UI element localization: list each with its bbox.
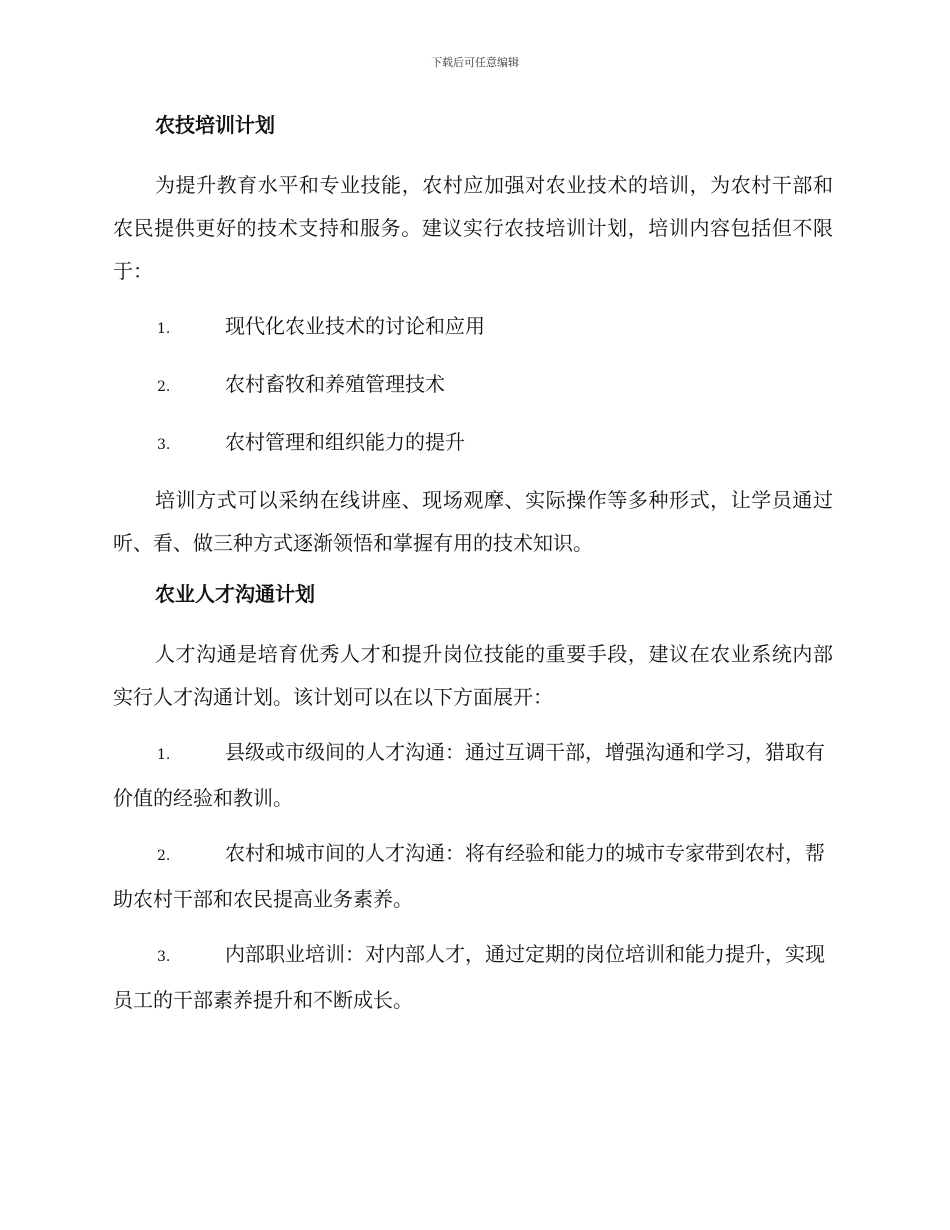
- list-item: [113, 832, 833, 921]
- list-text: 内部职业培训：对内部人才，通过定期的岗位培训和能力提升，实现员工的干部素养提升和不断成长。: [113, 942, 825, 1012]
- section-heading: 农技培训计划: [155, 113, 275, 137]
- list-number: 1.: [157, 321, 171, 337]
- list-number: 2.: [157, 848, 171, 864]
- list-item: [113, 363, 833, 409]
- list-text: 县级或市级间的人才沟通：通过互调干部，增强沟通和学习，猎取有价值的经验和教训。: [113, 740, 825, 810]
- list-number: 3.: [157, 949, 171, 965]
- list-number: 1.: [157, 747, 171, 763]
- list-item: [113, 731, 833, 820]
- list-item: [113, 421, 833, 467]
- list-item: [113, 305, 833, 351]
- list-item: [113, 933, 833, 1022]
- section-heading: 农业人才沟通计划: [155, 582, 315, 606]
- section-intro: 为提升教育水平和专业技能，农村应加强对农业技术的培训，为农村干部和农民提供更好的技术支持和服务。建议实行农技培训计划，培训内容包括但不限于：: [113, 173, 833, 283]
- section-outro: 培训方式可以采纳在线讲座、现场观摩、实际操作等多种形式，让学员通过听、看、做三种方式逐渐领悟和掌握有用的技术知识。: [113, 488, 833, 555]
- list-number: 2.: [157, 379, 171, 395]
- header-note: 下载后可任意编辑: [431, 56, 519, 69]
- section-intro: 人才沟通是培育优秀人才和提升岗位技能的重要手段，建议在农业系统内部实行人才沟通计划。该计划可以在以下方面展开：: [113, 642, 833, 709]
- list-text: 农村管理和组织能力的提升: [225, 430, 465, 454]
- list-number: 3.: [157, 437, 171, 453]
- list-text: 现代化农业技术的讨论和应用: [225, 314, 485, 338]
- list-text: 农村畜牧和养殖管理技术: [225, 372, 445, 396]
- document-body: [113, 108, 833, 1034]
- list-text: 农村和城市间的人才沟通：将有经验和能力的城市专家带到农村，帮助农村干部和农民提高业务素养。: [113, 841, 825, 911]
